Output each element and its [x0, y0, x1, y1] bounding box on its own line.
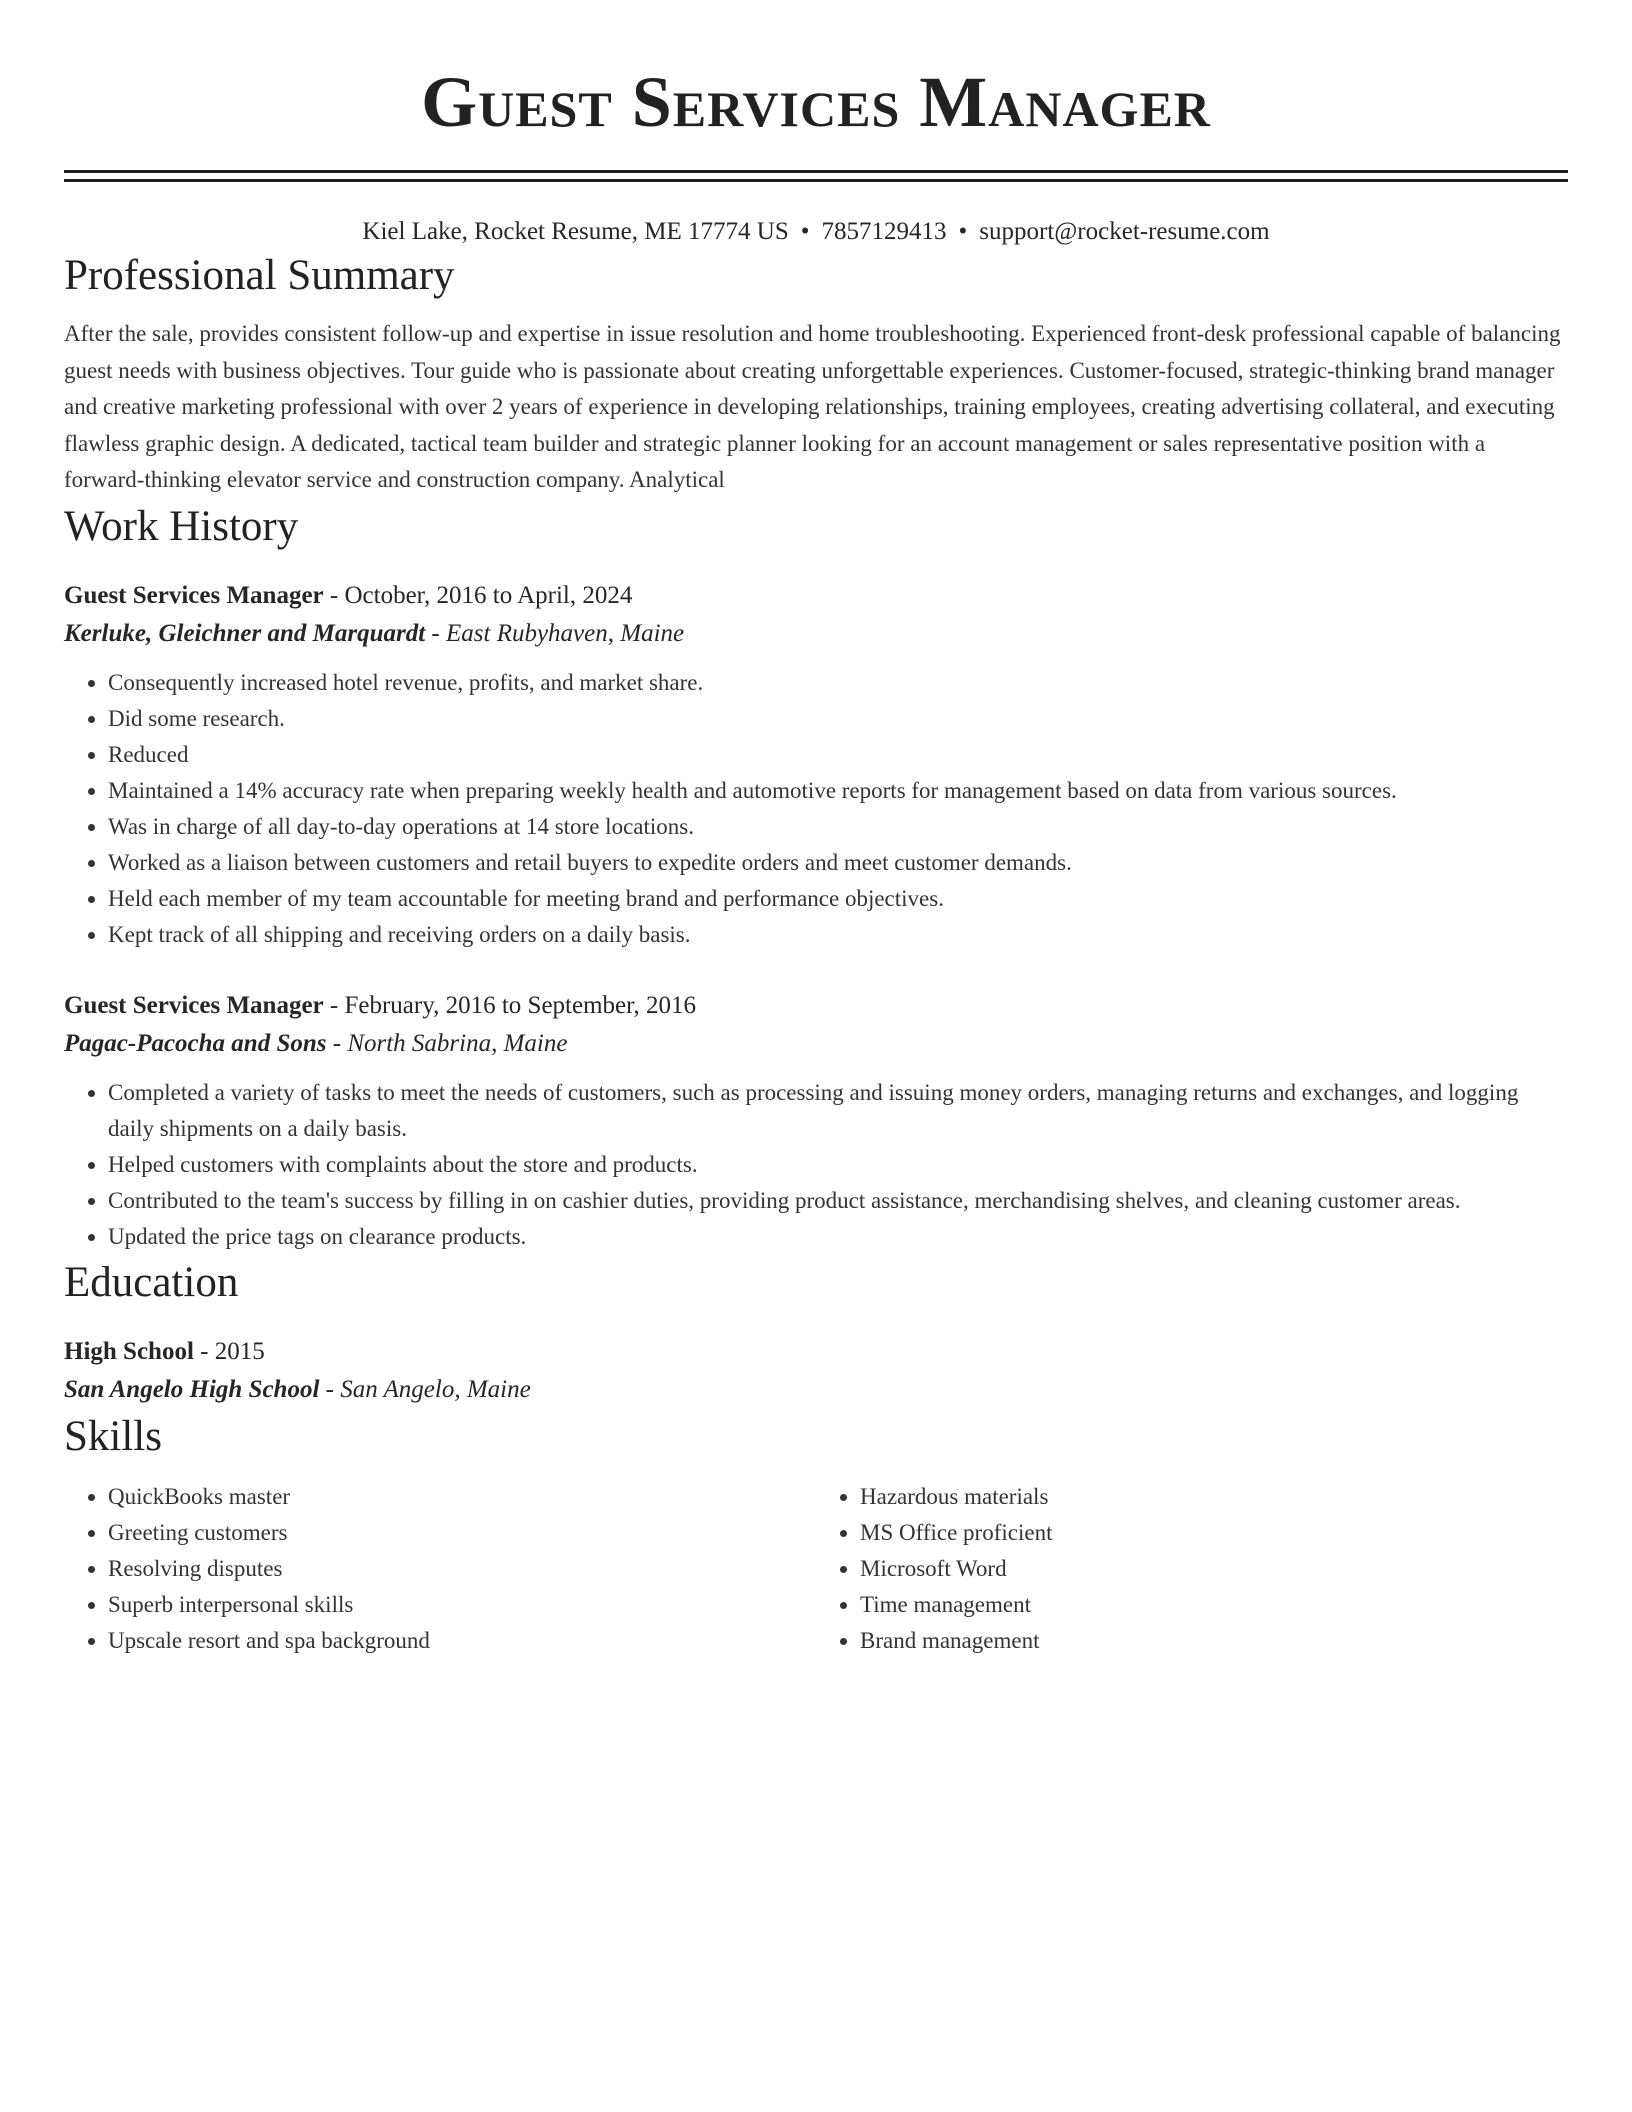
- job-entry: [64, 577, 1568, 953]
- job-role: Guest Services Manager: [64, 991, 324, 1019]
- skill-item: • Resolving disputes: [108, 1551, 816, 1587]
- contact-email: support@rocket-resume.com: [979, 218, 1270, 245]
- skills-list-right: [816, 1479, 1568, 1659]
- job-entry: [64, 987, 1568, 1255]
- skill-item: • Time management: [860, 1587, 1568, 1623]
- job-title-line: [64, 987, 1568, 1025]
- job-bullet: • Held each member of my team accountable for meeting brand and performance objectives.: [108, 881, 1568, 917]
- resume-name-title: Guest Services Manager: [421, 62, 1211, 142]
- skill-item: • QuickBooks master: [108, 1479, 816, 1515]
- skills-list-left: [64, 1479, 816, 1659]
- work-history-heading: Work History: [64, 502, 299, 550]
- contact-address: Kiel Lake, Rocket Resume, ME 17774 US: [362, 218, 789, 245]
- job-role: Guest Services Manager: [64, 581, 324, 609]
- job-company: Pagac-Pacocha and Sons: [64, 1029, 327, 1057]
- skills-grid: [64, 1479, 1568, 1659]
- contact-separator: •: [800, 218, 810, 245]
- education-heading: Education: [64, 1258, 239, 1306]
- education-year: - 2015: [193, 1337, 265, 1365]
- job-bullet: • Did some research.: [108, 701, 1568, 737]
- contact-phone: 7857129413: [821, 218, 947, 245]
- job-bullet-list: [64, 665, 1568, 953]
- education-degree-line: [64, 1333, 1568, 1371]
- job-bullet-list: [64, 1075, 1568, 1255]
- skill-item: • MS Office proficient: [860, 1515, 1568, 1551]
- skill-item: • Greeting customers: [108, 1515, 816, 1551]
- job-dates: - February, 2016 to September, 2016: [323, 991, 696, 1019]
- skill-item: • Hazardous materials: [860, 1479, 1568, 1515]
- job-bullet: • Worked as a liaison between customers and retail buyers to expedite orders and meet customer demands.: [108, 845, 1568, 881]
- job-bullet: • Was in charge of all day-to-day operations at 14 store locations.: [108, 809, 1568, 845]
- job-title-line: [64, 577, 1568, 615]
- job-company-line: [64, 1025, 1568, 1063]
- job-bullet: • Reduced: [108, 737, 1568, 773]
- job-bullet: • Kept track of all shipping and receiving orders on a daily basis.: [108, 917, 1568, 953]
- education-school-line: [64, 1371, 1568, 1409]
- education-entry: [64, 1333, 1568, 1409]
- education-degree: High School: [64, 1337, 194, 1365]
- job-location: - North Sabrina, Maine: [326, 1029, 568, 1057]
- job-bullet: • Updated the price tags on clearance products.: [108, 1219, 1568, 1255]
- job-bullet: • Maintained a 14% accuracy rate when preparing weekly health and automotive reports for management based on data from various sources.: [108, 773, 1568, 809]
- header-divider: [64, 170, 1568, 182]
- job-bullet: • Helped customers with complaints about the store and products.: [108, 1147, 1568, 1183]
- contact-separator: •: [958, 218, 968, 245]
- skill-item: • Brand management: [860, 1623, 1568, 1659]
- contact-line: [64, 216, 1568, 248]
- job-bullet: • Contributed to the team's success by filling in on cashier duties, providing product assistance, merchandising shelves, and cleaning customer areas.: [108, 1183, 1568, 1219]
- summary-heading: Professional Summary: [64, 252, 455, 299]
- job-location: - East Rubyhaven, Maine: [425, 619, 685, 647]
- job-company: Kerluke, Gleichner and Marquardt: [64, 619, 426, 647]
- job-company-line: [64, 615, 1568, 653]
- education-location: - San Angelo, Maine: [319, 1375, 531, 1403]
- skill-item: • Microsoft Word: [860, 1551, 1568, 1587]
- skills-heading: Skills: [64, 1412, 162, 1460]
- education-school: San Angelo High School: [64, 1375, 320, 1403]
- summary-text: After the sale, provides consistent follow-up and expertise in issue resolution and home troubleshooting. Experienced front-desk professional capable of balancing guest needs with business objectives. Tour guide who is passionate about creating unforgettable experiences. Customer-focused, strategic-thinking brand manager and creative marketing professional with over 2 years of experience in developing relationships, training employees, creating advertising collateral, and executing flawless graphic design. A dedicated, tactical team builder and strategic planner looking for an account management or sales representative position with a forward-thinking elevator service and construction company. Analytical: [64, 321, 1561, 492]
- job-dates: - October, 2016 to April, 2024: [323, 581, 633, 609]
- job-bullet: • Completed a variety of tasks to meet the needs of customers, such as processing and issuing money orders, managing returns and exchanges, and logging daily shipments on a daily basis.: [108, 1075, 1568, 1147]
- job-bullet: • Consequently increased hotel revenue, profits, and market share.: [108, 665, 1568, 701]
- skill-item: • Upscale resort and spa background: [108, 1623, 816, 1659]
- skill-item: • Superb interpersonal skills: [108, 1587, 816, 1623]
